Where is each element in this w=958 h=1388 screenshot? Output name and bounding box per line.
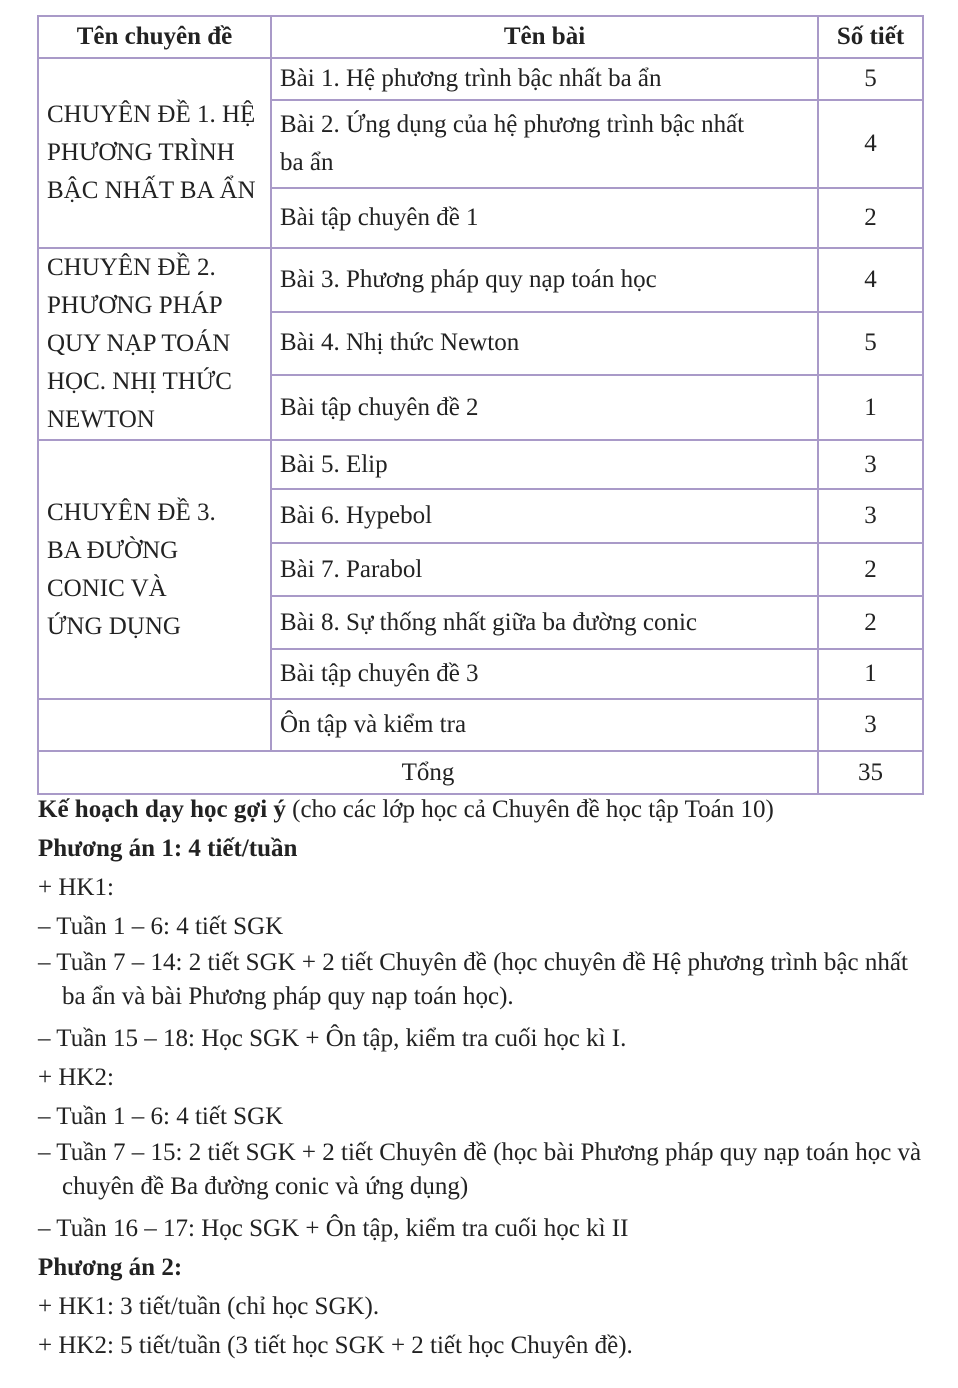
lesson-cell [271, 100, 818, 188]
hk1-week-2: – Tuần 7 – 14: 2 tiết SGK + 2 tiết Chuyên đề (học chuyên đề Hệ phương trình bậc nhất ba ẩn và bài Phương pháp quy nạp toán học). [38, 949, 908, 1010]
periods-cell: 2 [818, 543, 923, 596]
lesson-cell: Bài tập chuyên đề 1 [271, 188, 818, 248]
table-row [38, 248, 923, 312]
periods-cell: 3 [818, 489, 923, 543]
lesson-cell: Bài tập chuyên đề 2 [271, 375, 818, 440]
lesson-cell: Bài 6. Hypebol [271, 489, 818, 543]
lesson-line: Bài 2. Ứng dụng của hệ phương trình bậc nhất [280, 111, 745, 138]
topic-line: QUY NẠP TOÁN [47, 330, 231, 357]
lesson-cell: Bài 4. Nhị thức Newton [271, 312, 818, 376]
topic-line: BẬC NHẤT BA ẨN [47, 177, 256, 204]
topic-cell-2 [38, 248, 271, 440]
topic-line: HỌC. NHỊ THỨC [47, 368, 232, 395]
table-row [38, 699, 923, 751]
topic-line: CHUYÊN ĐỀ 2. [47, 254, 216, 281]
total-periods: 35 [818, 751, 923, 794]
empty-topic-cell [38, 699, 271, 751]
option1-title: Phương án 1: 4 tiết/tuần [38, 834, 298, 862]
periods-cell: 4 [818, 100, 923, 188]
lesson-cell: Bài 7. Parabol [271, 543, 818, 596]
hk1-week-3: – Tuần 15 – 18: Học SGK + Ôn tập, kiểm tra cuối học kì I. [38, 1024, 627, 1052]
table-row [38, 440, 923, 489]
topic-line: BA ĐƯỜNG [47, 536, 179, 564]
topic-line: PHƯƠNG PHÁP [47, 292, 223, 319]
table-row [38, 58, 923, 100]
topic-cell-3 [38, 440, 271, 699]
lesson-line: ba ẩn [280, 149, 334, 176]
header-lesson: Tên bài [271, 16, 818, 58]
topic-line: ỨNG DỤNG [47, 612, 181, 640]
topic-line: NEWTON [47, 406, 155, 433]
periods-cell: 1 [818, 375, 923, 440]
curriculum-table [37, 15, 924, 795]
lesson-cell: Bài 5. Elip [271, 440, 818, 489]
hk1-week-1: – Tuần 1 – 6: 4 tiết SGK [38, 912, 284, 940]
lesson-cell: Bài 3. Phương pháp quy nạp toán học [271, 248, 818, 312]
plan-title [38, 790, 928, 829]
plan-title-rest: (cho các lớp học cả Chuyên đề học tập Toán 10) [285, 795, 774, 823]
hk2-week-1: – Tuần 1 – 6: 4 tiết SGK [38, 1102, 284, 1130]
lesson-cell: Ôn tập và kiểm tra [271, 699, 818, 751]
topic-cell-1 [38, 58, 271, 248]
topic-line: PHƯƠNG TRÌNH [47, 139, 235, 166]
hk2-week-3: – Tuần 16 – 17: Học SGK + Ôn tập, kiểm tra cuối học kì II [38, 1214, 629, 1242]
lesson-cell: Bài 1. Hệ phương trình bậc nhất ba ẩn [271, 58, 818, 100]
periods-cell: 2 [818, 596, 923, 649]
total-row [38, 751, 923, 794]
lesson-cell: Bài 8. Sự thống nhất giữa ba đường conic [271, 596, 818, 649]
periods-cell: 5 [818, 58, 923, 100]
total-label: Tổng [38, 751, 818, 794]
lesson-cell: Bài tập chuyên đề 3 [271, 649, 818, 699]
hk2-label: + HK2: [38, 1063, 114, 1091]
teaching-plan-notes [38, 790, 928, 1365]
header-periods: Số tiết [818, 16, 923, 58]
hk2-week-2: – Tuần 7 – 15: 2 tiết SGK + 2 tiết Chuyên đề (học bài Phương pháp quy nạp toán học và chuyên đề Ba đường conic và ứng dụng) [38, 1139, 922, 1200]
periods-cell: 5 [818, 312, 923, 376]
option2-hk1: + HK1: 3 tiết/tuần (chỉ học SGK). [38, 1292, 380, 1320]
option2-title: Phương án 2: [38, 1253, 183, 1281]
hk1-label: + HK1: [38, 873, 114, 901]
plan-title-bold: Kế hoạch dạy học gợi ý [38, 795, 286, 823]
periods-cell: 1 [818, 649, 923, 699]
topic-line: CONIC VÀ [47, 574, 167, 602]
topic-line: CHUYÊN ĐỀ 3. [47, 498, 216, 526]
periods-cell: 3 [818, 440, 923, 489]
periods-cell: 3 [818, 699, 923, 751]
header-topic: Tên chuyên đề [38, 16, 271, 58]
periods-cell: 2 [818, 188, 923, 248]
periods-cell: 4 [818, 248, 923, 312]
topic-line: CHUYÊN ĐỀ 1. HỆ [47, 101, 256, 128]
option2-hk2: + HK2: 5 tiết/tuần (3 tiết học SGK + 2 tiết học Chuyên đề). [38, 1331, 633, 1359]
